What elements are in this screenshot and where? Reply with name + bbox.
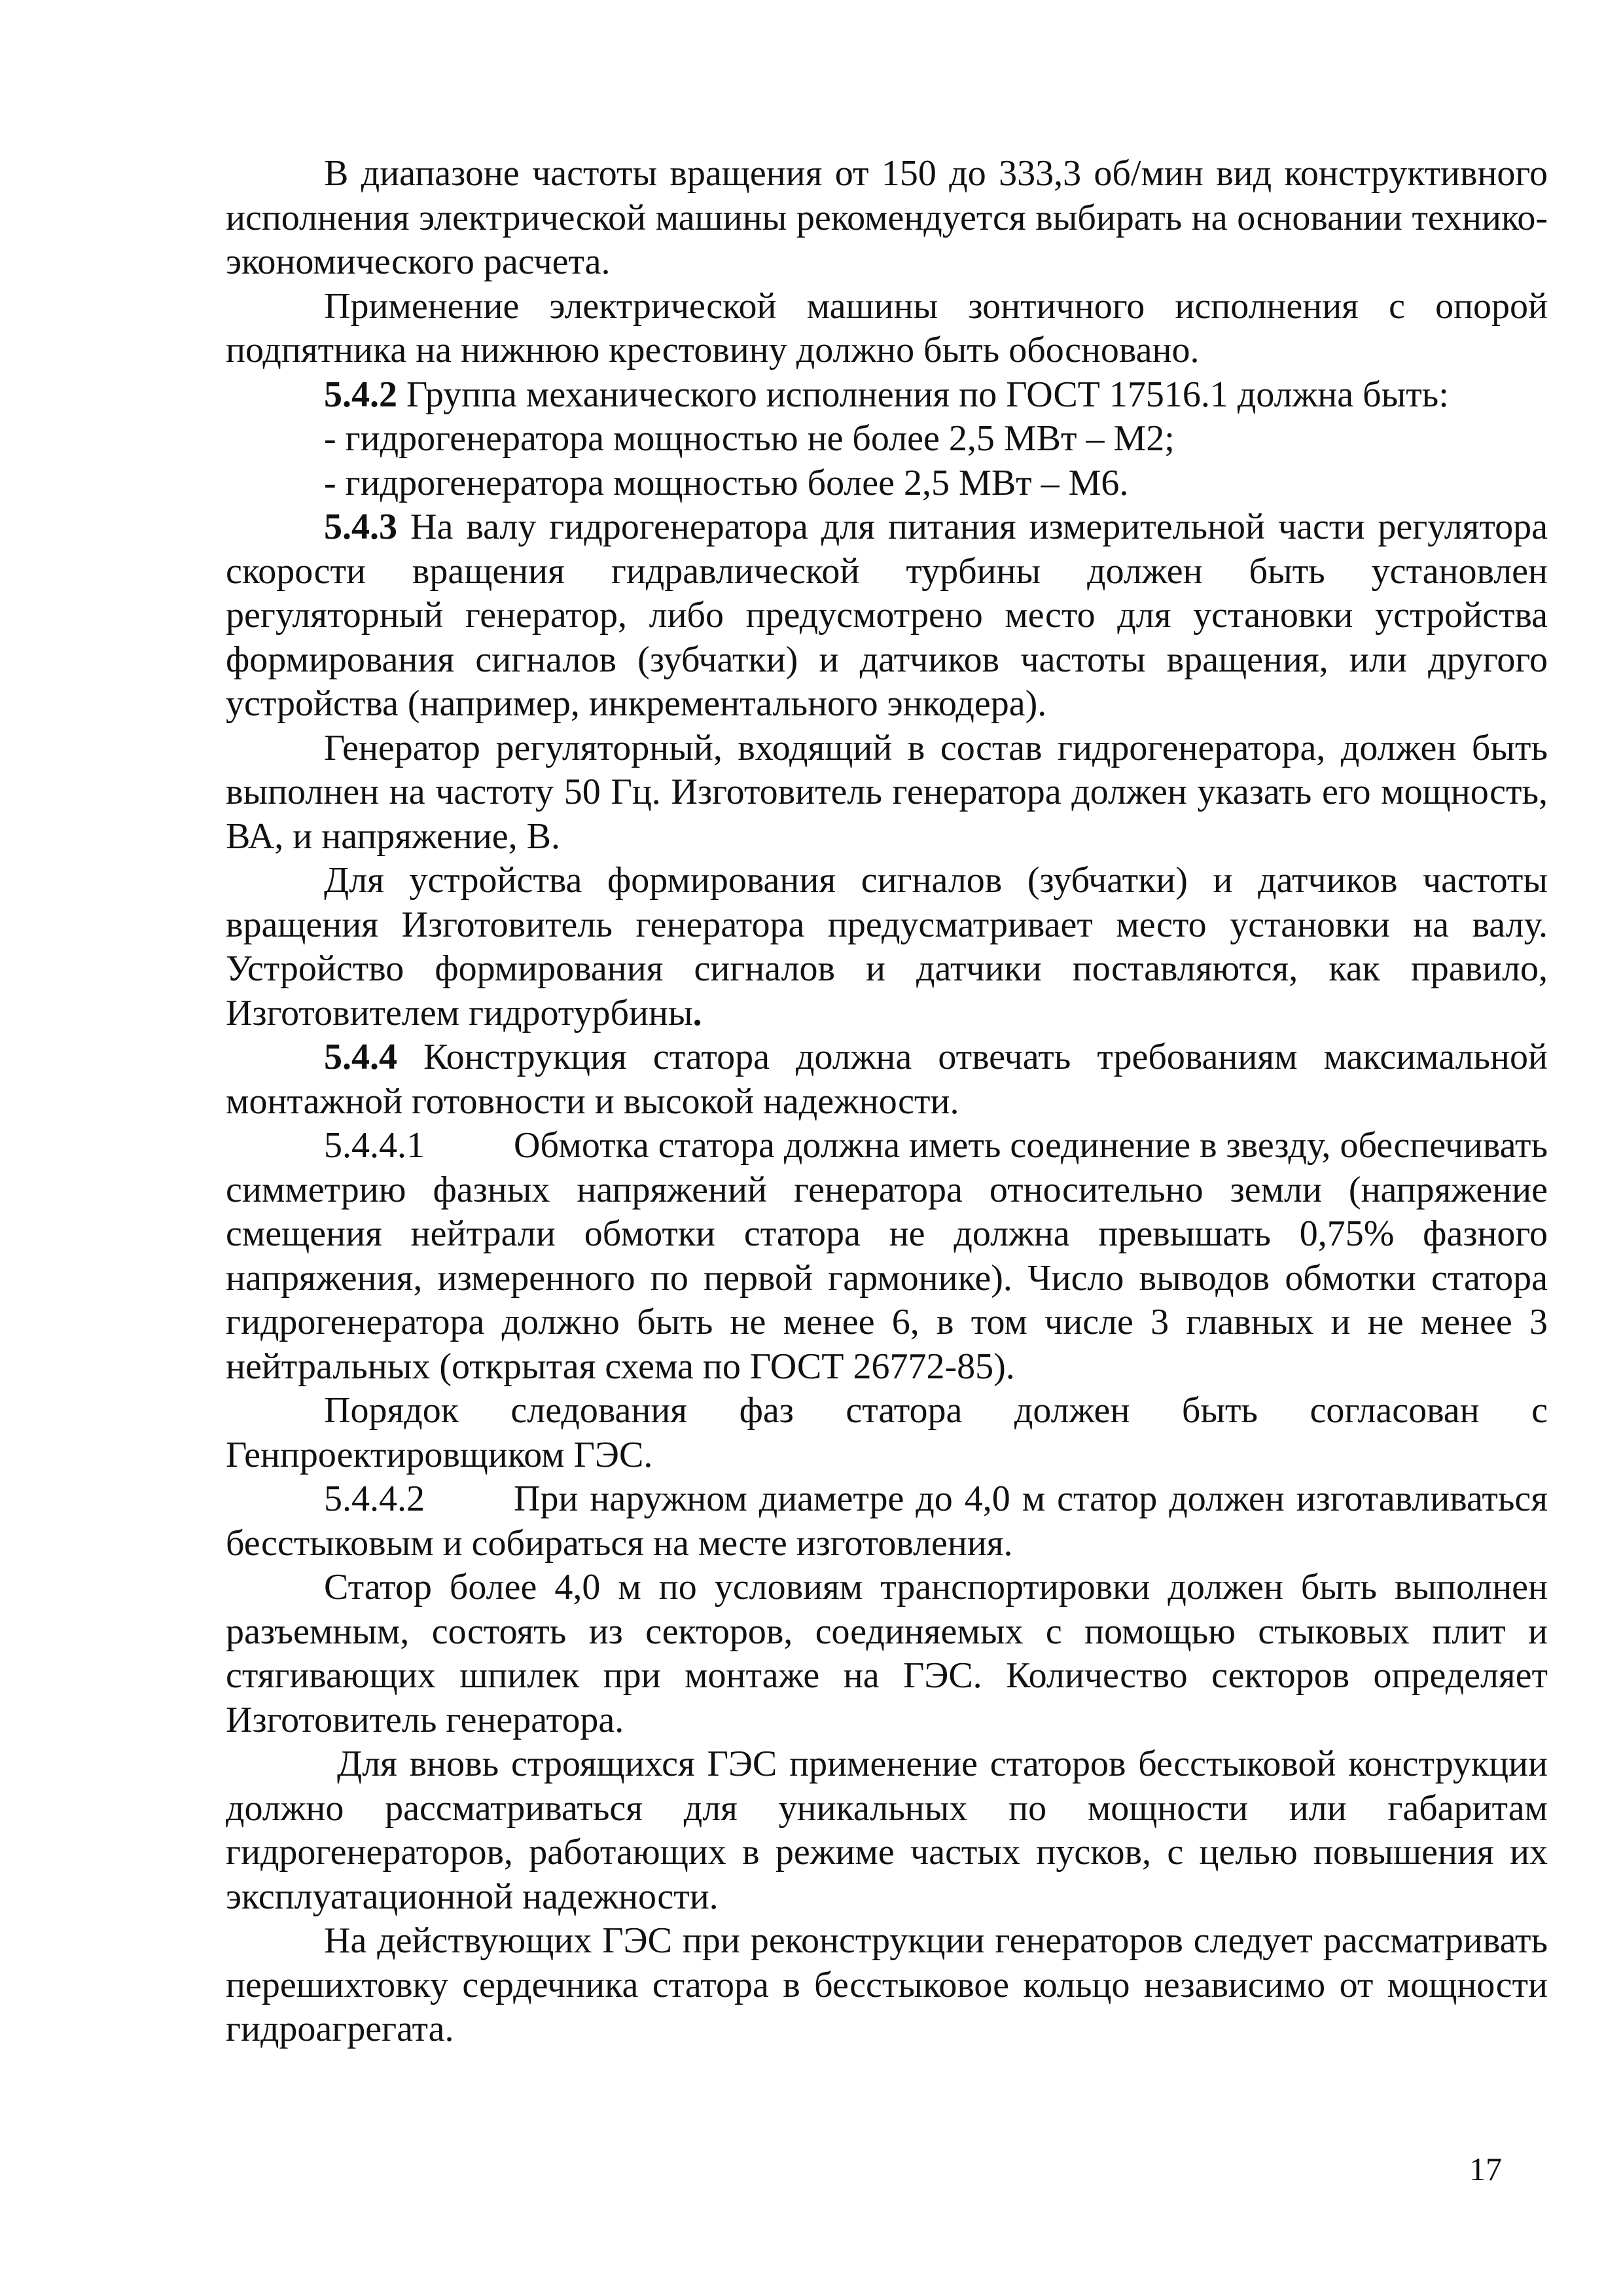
paragraph-signal-device bbox=[226, 859, 1548, 1035]
list-item: - гидрогенератора мощностью не более 2,5 МВт – М2; bbox=[324, 418, 1175, 459]
subsection-text: При наружном диаметре до 4,0 м статор должен изготавливаться бесстыковым и собираться на месте изготовления. bbox=[226, 1479, 1548, 1564]
section-text: Группа механического исполнения по ГОСТ 17516.1 должна быть: bbox=[397, 374, 1449, 415]
section-text: Конструкция статора должна отвечать требованиям максимальной монтажной готовности и высокой надежности. bbox=[226, 1037, 1548, 1122]
paragraph-umbrella-machine: Применение электрической машины зонтичного исполнения с опорой подпятника на нижнюю крестовину должно быть обосновано. bbox=[226, 285, 1548, 370]
paragraph-regulator-generator: Генератор регуляторный, входящий в состав гидрогенератора, должен быть выполнен на частоту 50 Гц. Изготовитель генератора должен указать его мощность, ВА, и напряжение, В. bbox=[226, 727, 1548, 857]
paragraph-end-mark: . bbox=[692, 992, 702, 1033]
subsection-number: 5.4.4.2 bbox=[324, 1479, 425, 1519]
section-5-4-4 bbox=[226, 1035, 1548, 1124]
paragraph-phase-order: Порядок следования фаз статора должен быть согласован с Генпроектировщиком ГЭС. bbox=[226, 1390, 1548, 1475]
list-item: - гидрогенератора мощностью более 2,5 МВт – М6. bbox=[324, 462, 1129, 503]
paragraph-text: Для устройства формирования сигналов (зубчатки) и датчиков частоты вращения Изготовитель генератора предусматривает место установки на валу. Устройство формирования сигналов и датчики поставляются, как правило, Изготовителем гидротурбины bbox=[226, 860, 1548, 1033]
subsection-number: 5.4.4.1 bbox=[324, 1125, 425, 1166]
section-text: На валу гидрогенератора для питания измерительной части регулятора скорости вращения гидравлической турбины должен быть установлен регуляторный генератор, либо предусмотрено место для установки устройства формирования сигналов (зубчатки) и датчиков частоты вращения, или другого устройства (например, инкрементального энкодера). bbox=[226, 507, 1548, 724]
section-5-4-2 bbox=[226, 373, 1548, 418]
section-number: 5.4.4 bbox=[324, 1037, 397, 1077]
paragraph-rotation-speed: В диапазоне частоты вращения от 150 до 333,3 об/мин вид конструктивного исполнения электрической машины рекомендуется выбирать на основании технико-экономического расчета. bbox=[226, 153, 1548, 282]
subsection-text: Обмотка статора должна иметь соединение в звезду, обеспечивать симметрию фазных напряжений генератора относительно земли (напряжение смещения нейтрали обмотки статора не должна превышать 0,75% фазного напряжения, измеренного по первой гармонике). Число выводов обмотки статора гидрогенератора должно быть не менее 6, в том числе 3 главных и не менее 3 нейтральных (открытая схема по ГОСТ 26772-85). bbox=[226, 1125, 1548, 1387]
section-5-4-4-2 bbox=[226, 1477, 1548, 1566]
section-5-4-3 bbox=[226, 505, 1548, 726]
paragraph-existing-hpp: На действующих ГЭС при реконструкции генераторов следует рассматривать перешихтовку сердечника статора в бесстыковое кольцо независимо от мощности гидроагрегата. bbox=[226, 1920, 1548, 2049]
page-number: 17 bbox=[1469, 2151, 1502, 2187]
document-body bbox=[226, 152, 1548, 2052]
section-number: 5.4.2 bbox=[324, 374, 397, 415]
paragraph-split-stator: Статор более 4,0 м по условиям транспортировки должен быть выполнен разъемным, состоять из секторов, соединяемых с помощью стыковых плит и стягивающих шпилек при монтаже на ГЭС. Количество секторов определяет Изготовитель генератора. bbox=[226, 1567, 1548, 1740]
paragraph-new-hpp: Для вновь строящихся ГЭС применение статоров бесстыковой конструкции должно рассматриваться для уникальных по мощности или габаритам гидрогенераторов, работающих в режиме частых пусков, с целью повышения их эксплуатационной надежности. bbox=[226, 1744, 1548, 1917]
section-number: 5.4.3 bbox=[324, 507, 397, 547]
section-5-4-4-1 bbox=[226, 1124, 1548, 1389]
